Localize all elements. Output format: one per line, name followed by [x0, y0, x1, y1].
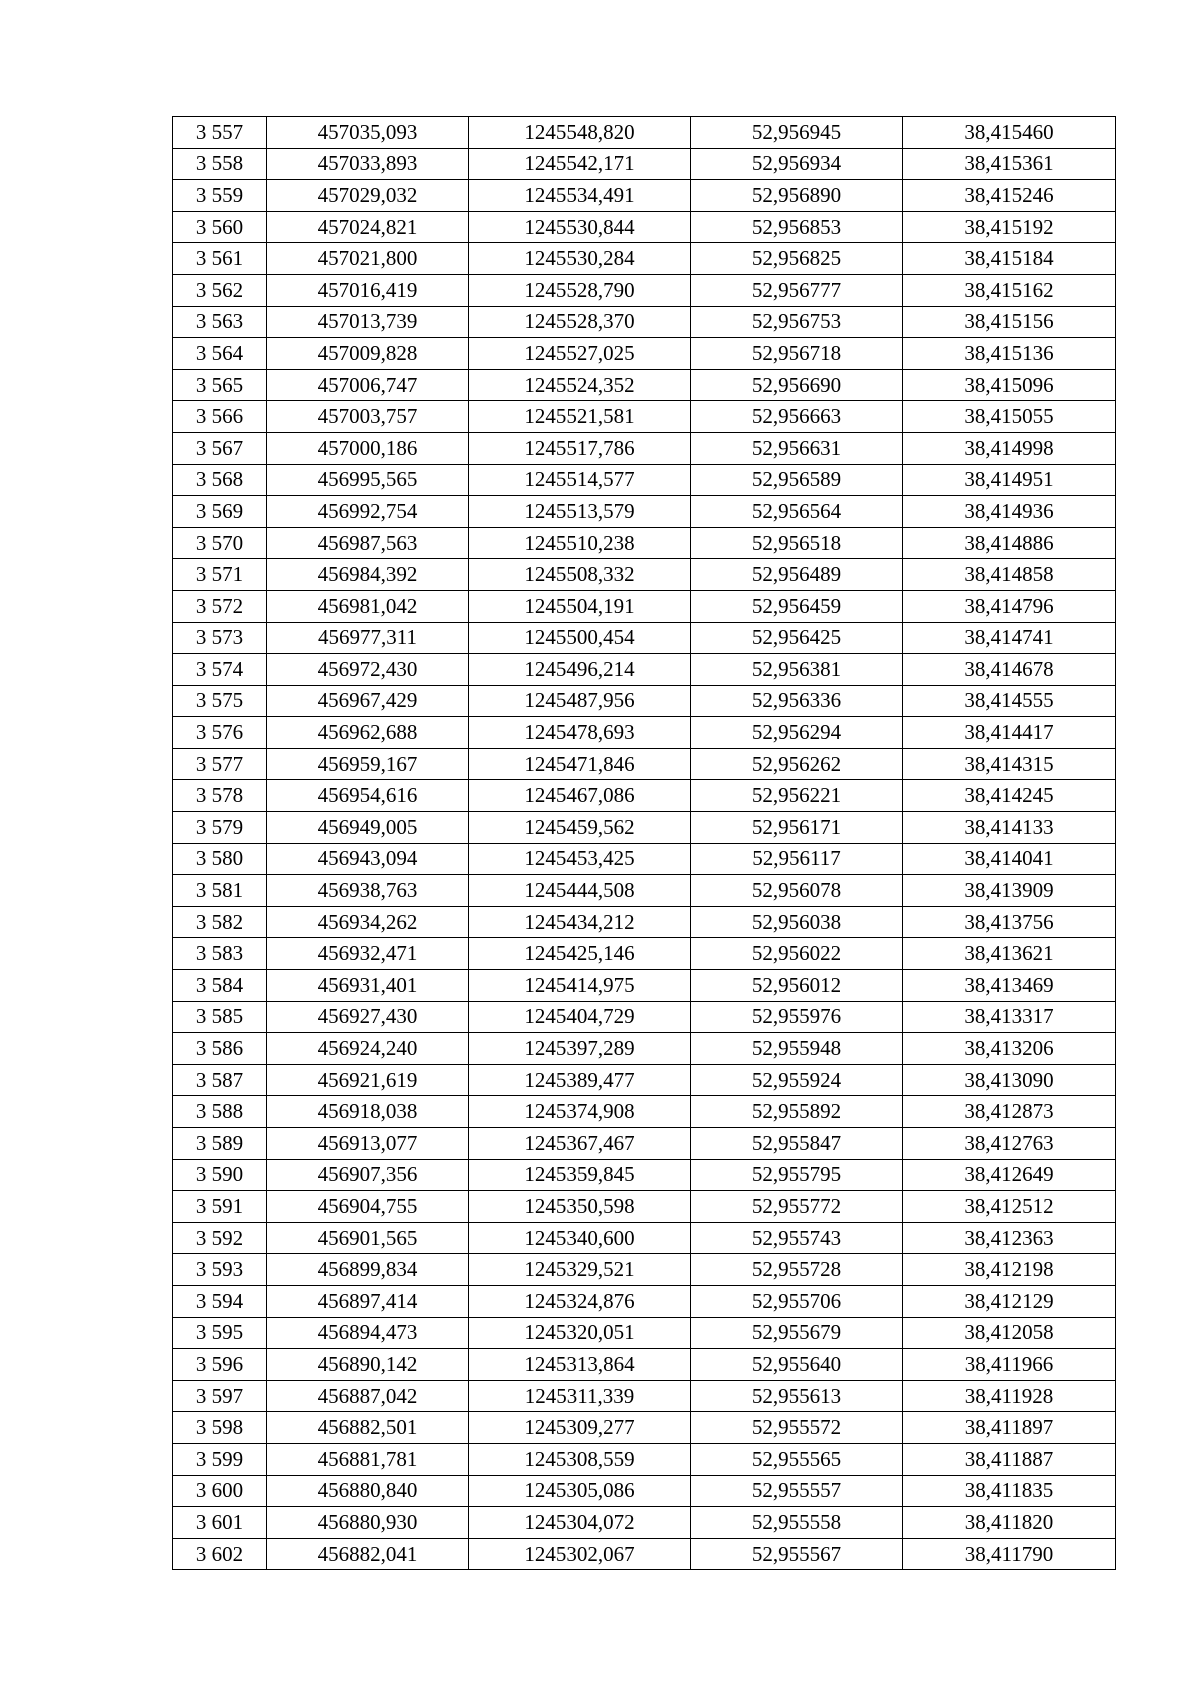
y-coordinate-cell: 1245504,191 — [469, 590, 691, 622]
latitude-cell: 52,956518 — [691, 527, 903, 559]
point-number-cell: 3 584 — [173, 970, 267, 1002]
x-coordinate-cell: 456934,262 — [267, 906, 469, 938]
x-coordinate-cell: 457000,186 — [267, 432, 469, 464]
x-coordinate-cell: 456921,619 — [267, 1064, 469, 1096]
table-row — [173, 559, 1116, 591]
y-coordinate-cell: 1245467,086 — [469, 780, 691, 812]
x-coordinate-cell: 456897,414 — [267, 1285, 469, 1317]
point-number-cell: 3 592 — [173, 1222, 267, 1254]
table-row — [173, 117, 1116, 149]
y-coordinate-cell: 1245471,846 — [469, 748, 691, 780]
table-row — [173, 780, 1116, 812]
table-row — [173, 1159, 1116, 1191]
latitude-cell: 52,956489 — [691, 559, 903, 591]
point-number-cell: 3 599 — [173, 1443, 267, 1475]
point-number-cell: 3 597 — [173, 1380, 267, 1412]
table-row — [173, 685, 1116, 717]
latitude-cell: 52,956890 — [691, 180, 903, 212]
point-number-cell: 3 585 — [173, 1001, 267, 1033]
y-coordinate-cell: 1245514,577 — [469, 464, 691, 496]
latitude-cell: 52,956262 — [691, 748, 903, 780]
x-coordinate-cell: 456977,311 — [267, 622, 469, 654]
latitude-cell: 52,956825 — [691, 243, 903, 275]
longitude-cell: 38,411835 — [903, 1475, 1116, 1507]
latitude-cell: 52,956038 — [691, 906, 903, 938]
x-coordinate-cell: 456981,042 — [267, 590, 469, 622]
x-coordinate-cell: 456882,501 — [267, 1412, 469, 1444]
x-coordinate-cell: 456959,167 — [267, 748, 469, 780]
point-number-cell: 3 572 — [173, 590, 267, 622]
y-coordinate-cell: 1245524,352 — [469, 369, 691, 401]
longitude-cell: 38,414133 — [903, 812, 1116, 844]
x-coordinate-cell: 456887,042 — [267, 1380, 469, 1412]
x-coordinate-cell: 457024,821 — [267, 211, 469, 243]
x-coordinate-cell: 456918,038 — [267, 1096, 469, 1128]
point-number-cell: 3 589 — [173, 1128, 267, 1160]
y-coordinate-cell: 1245459,562 — [469, 812, 691, 844]
longitude-cell: 38,415184 — [903, 243, 1116, 275]
longitude-cell: 38,414041 — [903, 843, 1116, 875]
latitude-cell: 52,955565 — [691, 1443, 903, 1475]
longitude-cell: 38,411887 — [903, 1443, 1116, 1475]
latitude-cell: 52,956078 — [691, 875, 903, 907]
x-coordinate-cell: 456924,240 — [267, 1033, 469, 1065]
y-coordinate-cell: 1245367,467 — [469, 1128, 691, 1160]
latitude-cell: 52,955795 — [691, 1159, 903, 1191]
x-coordinate-cell: 456880,930 — [267, 1507, 469, 1539]
latitude-cell: 52,956117 — [691, 843, 903, 875]
table-row — [173, 243, 1116, 275]
latitude-cell: 52,956221 — [691, 780, 903, 812]
table-row — [173, 1254, 1116, 1286]
latitude-cell: 52,956631 — [691, 432, 903, 464]
table-row — [173, 1128, 1116, 1160]
y-coordinate-cell: 1245521,581 — [469, 401, 691, 433]
longitude-cell: 38,415192 — [903, 211, 1116, 243]
point-number-cell: 3 590 — [173, 1159, 267, 1191]
y-coordinate-cell: 1245397,289 — [469, 1033, 691, 1065]
y-coordinate-cell: 1245530,284 — [469, 243, 691, 275]
y-coordinate-cell: 1245517,786 — [469, 432, 691, 464]
point-number-cell: 3 581 — [173, 875, 267, 907]
table-row — [173, 1538, 1116, 1570]
table-row — [173, 1443, 1116, 1475]
table-row — [173, 622, 1116, 654]
latitude-cell: 52,955557 — [691, 1475, 903, 1507]
x-coordinate-cell: 456894,473 — [267, 1317, 469, 1349]
point-number-cell: 3 587 — [173, 1064, 267, 1096]
longitude-cell: 38,412129 — [903, 1285, 1116, 1317]
longitude-cell: 38,414951 — [903, 464, 1116, 496]
table-row — [173, 1317, 1116, 1349]
table-row — [173, 496, 1116, 528]
table-row — [173, 654, 1116, 686]
longitude-cell: 38,413317 — [903, 1001, 1116, 1033]
point-number-cell: 3 562 — [173, 274, 267, 306]
x-coordinate-cell: 457016,419 — [267, 274, 469, 306]
y-coordinate-cell: 1245425,146 — [469, 938, 691, 970]
table-row — [173, 464, 1116, 496]
table-row — [173, 1349, 1116, 1381]
latitude-cell: 52,956022 — [691, 938, 903, 970]
latitude-cell: 52,956171 — [691, 812, 903, 844]
point-number-cell: 3 601 — [173, 1507, 267, 1539]
latitude-cell: 52,955976 — [691, 1001, 903, 1033]
coordinates-table-body — [173, 117, 1116, 1570]
point-number-cell: 3 577 — [173, 748, 267, 780]
latitude-cell: 52,956718 — [691, 338, 903, 370]
latitude-cell: 52,955772 — [691, 1191, 903, 1223]
longitude-cell: 38,415055 — [903, 401, 1116, 433]
table-row — [173, 432, 1116, 464]
latitude-cell: 52,956777 — [691, 274, 903, 306]
point-number-cell: 3 583 — [173, 938, 267, 970]
y-coordinate-cell: 1245527,025 — [469, 338, 691, 370]
y-coordinate-cell: 1245414,975 — [469, 970, 691, 1002]
longitude-cell: 38,412058 — [903, 1317, 1116, 1349]
longitude-cell: 38,413090 — [903, 1064, 1116, 1096]
x-coordinate-cell: 456992,754 — [267, 496, 469, 528]
longitude-cell: 38,415136 — [903, 338, 1116, 370]
point-number-cell: 3 588 — [173, 1096, 267, 1128]
table-row — [173, 369, 1116, 401]
table-row — [173, 274, 1116, 306]
longitude-cell: 38,414886 — [903, 527, 1116, 559]
y-coordinate-cell: 1245528,790 — [469, 274, 691, 306]
y-coordinate-cell: 1245359,845 — [469, 1159, 691, 1191]
x-coordinate-cell: 456962,688 — [267, 717, 469, 749]
table-row — [173, 1507, 1116, 1539]
x-coordinate-cell: 456931,401 — [267, 970, 469, 1002]
x-coordinate-cell: 456943,094 — [267, 843, 469, 875]
y-coordinate-cell: 1245548,820 — [469, 117, 691, 149]
table-row — [173, 875, 1116, 907]
table-row — [173, 1222, 1116, 1254]
y-coordinate-cell: 1245304,072 — [469, 1507, 691, 1539]
table-row — [173, 148, 1116, 180]
x-coordinate-cell: 456904,755 — [267, 1191, 469, 1223]
table-row — [173, 180, 1116, 212]
point-number-cell: 3 559 — [173, 180, 267, 212]
longitude-cell: 38,414796 — [903, 590, 1116, 622]
point-number-cell: 3 575 — [173, 685, 267, 717]
y-coordinate-cell: 1245528,370 — [469, 306, 691, 338]
y-coordinate-cell: 1245302,067 — [469, 1538, 691, 1570]
point-number-cell: 3 600 — [173, 1475, 267, 1507]
longitude-cell: 38,412512 — [903, 1191, 1116, 1223]
table-row — [173, 1001, 1116, 1033]
latitude-cell: 52,955572 — [691, 1412, 903, 1444]
x-coordinate-cell: 457009,828 — [267, 338, 469, 370]
table-row — [173, 748, 1116, 780]
latitude-cell: 52,956294 — [691, 717, 903, 749]
longitude-cell: 38,411928 — [903, 1380, 1116, 1412]
longitude-cell: 38,413621 — [903, 938, 1116, 970]
longitude-cell: 38,412873 — [903, 1096, 1116, 1128]
x-coordinate-cell: 456913,077 — [267, 1128, 469, 1160]
y-coordinate-cell: 1245510,238 — [469, 527, 691, 559]
longitude-cell: 38,412763 — [903, 1128, 1116, 1160]
table-row — [173, 527, 1116, 559]
y-coordinate-cell: 1245374,908 — [469, 1096, 691, 1128]
point-number-cell: 3 574 — [173, 654, 267, 686]
table-row — [173, 938, 1116, 970]
point-number-cell: 3 573 — [173, 622, 267, 654]
point-number-cell: 3 580 — [173, 843, 267, 875]
coordinates-table — [172, 116, 1116, 1570]
longitude-cell: 38,411897 — [903, 1412, 1116, 1444]
x-coordinate-cell: 457033,893 — [267, 148, 469, 180]
x-coordinate-cell: 456995,565 — [267, 464, 469, 496]
x-coordinate-cell: 456899,834 — [267, 1254, 469, 1286]
y-coordinate-cell: 1245324,876 — [469, 1285, 691, 1317]
latitude-cell: 52,956425 — [691, 622, 903, 654]
y-coordinate-cell: 1245389,477 — [469, 1064, 691, 1096]
y-coordinate-cell: 1245308,559 — [469, 1443, 691, 1475]
table-row — [173, 338, 1116, 370]
latitude-cell: 52,956459 — [691, 590, 903, 622]
x-coordinate-cell: 456938,763 — [267, 875, 469, 907]
y-coordinate-cell: 1245500,454 — [469, 622, 691, 654]
point-number-cell: 3 593 — [173, 1254, 267, 1286]
longitude-cell: 38,412363 — [903, 1222, 1116, 1254]
y-coordinate-cell: 1245530,844 — [469, 211, 691, 243]
latitude-cell: 52,955567 — [691, 1538, 903, 1570]
point-number-cell: 3 569 — [173, 496, 267, 528]
y-coordinate-cell: 1245508,332 — [469, 559, 691, 591]
table-row — [173, 1191, 1116, 1223]
y-coordinate-cell: 1245453,425 — [469, 843, 691, 875]
table-row — [173, 211, 1116, 243]
latitude-cell: 52,955924 — [691, 1064, 903, 1096]
point-number-cell: 3 568 — [173, 464, 267, 496]
point-number-cell: 3 582 — [173, 906, 267, 938]
longitude-cell: 38,414417 — [903, 717, 1116, 749]
longitude-cell: 38,413756 — [903, 906, 1116, 938]
latitude-cell: 52,955728 — [691, 1254, 903, 1286]
x-coordinate-cell: 456984,392 — [267, 559, 469, 591]
longitude-cell: 38,415460 — [903, 117, 1116, 149]
point-number-cell: 3 561 — [173, 243, 267, 275]
y-coordinate-cell: 1245478,693 — [469, 717, 691, 749]
point-number-cell: 3 571 — [173, 559, 267, 591]
point-number-cell: 3 560 — [173, 211, 267, 243]
latitude-cell: 52,956945 — [691, 117, 903, 149]
latitude-cell: 52,956690 — [691, 369, 903, 401]
point-number-cell: 3 596 — [173, 1349, 267, 1381]
x-coordinate-cell: 457013,739 — [267, 306, 469, 338]
latitude-cell: 52,956381 — [691, 654, 903, 686]
y-coordinate-cell: 1245329,521 — [469, 1254, 691, 1286]
y-coordinate-cell: 1245320,051 — [469, 1317, 691, 1349]
latitude-cell: 52,956589 — [691, 464, 903, 496]
latitude-cell: 52,956564 — [691, 496, 903, 528]
latitude-cell: 52,955706 — [691, 1285, 903, 1317]
x-coordinate-cell: 456954,616 — [267, 780, 469, 812]
point-number-cell: 3 565 — [173, 369, 267, 401]
longitude-cell: 38,414555 — [903, 685, 1116, 717]
x-coordinate-cell: 456949,005 — [267, 812, 469, 844]
longitude-cell: 38,415156 — [903, 306, 1116, 338]
x-coordinate-cell: 456987,563 — [267, 527, 469, 559]
point-number-cell: 3 563 — [173, 306, 267, 338]
table-row — [173, 812, 1116, 844]
table-row — [173, 1096, 1116, 1128]
y-coordinate-cell: 1245350,598 — [469, 1191, 691, 1223]
point-number-cell: 3 576 — [173, 717, 267, 749]
longitude-cell: 38,411820 — [903, 1507, 1116, 1539]
latitude-cell: 52,955679 — [691, 1317, 903, 1349]
x-coordinate-cell: 456882,041 — [267, 1538, 469, 1570]
latitude-cell: 52,955847 — [691, 1128, 903, 1160]
x-coordinate-cell: 456901,565 — [267, 1222, 469, 1254]
table-row — [173, 1380, 1116, 1412]
table-row — [173, 843, 1116, 875]
longitude-cell: 38,413469 — [903, 970, 1116, 1002]
y-coordinate-cell: 1245311,339 — [469, 1380, 691, 1412]
point-number-cell: 3 594 — [173, 1285, 267, 1317]
y-coordinate-cell: 1245513,579 — [469, 496, 691, 528]
longitude-cell: 38,412649 — [903, 1159, 1116, 1191]
y-coordinate-cell: 1245340,600 — [469, 1222, 691, 1254]
table-row — [173, 306, 1116, 338]
latitude-cell: 52,955640 — [691, 1349, 903, 1381]
y-coordinate-cell: 1245313,864 — [469, 1349, 691, 1381]
longitude-cell: 38,414315 — [903, 748, 1116, 780]
longitude-cell: 38,415361 — [903, 148, 1116, 180]
point-number-cell: 3 595 — [173, 1317, 267, 1349]
longitude-cell: 38,412198 — [903, 1254, 1116, 1286]
longitude-cell: 38,415162 — [903, 274, 1116, 306]
point-number-cell: 3 564 — [173, 338, 267, 370]
y-coordinate-cell: 1245305,086 — [469, 1475, 691, 1507]
longitude-cell: 38,414245 — [903, 780, 1116, 812]
x-coordinate-cell: 456932,471 — [267, 938, 469, 970]
longitude-cell: 38,411790 — [903, 1538, 1116, 1570]
latitude-cell: 52,955558 — [691, 1507, 903, 1539]
longitude-cell: 38,414678 — [903, 654, 1116, 686]
point-number-cell: 3 586 — [173, 1033, 267, 1065]
x-coordinate-cell: 457029,032 — [267, 180, 469, 212]
y-coordinate-cell: 1245434,212 — [469, 906, 691, 938]
y-coordinate-cell: 1245404,729 — [469, 1001, 691, 1033]
latitude-cell: 52,956012 — [691, 970, 903, 1002]
longitude-cell: 38,413206 — [903, 1033, 1116, 1065]
point-number-cell: 3 578 — [173, 780, 267, 812]
table-row — [173, 717, 1116, 749]
latitude-cell: 52,955948 — [691, 1033, 903, 1065]
y-coordinate-cell: 1245309,277 — [469, 1412, 691, 1444]
x-coordinate-cell: 457006,747 — [267, 369, 469, 401]
point-number-cell: 3 557 — [173, 117, 267, 149]
latitude-cell: 52,955613 — [691, 1380, 903, 1412]
x-coordinate-cell: 457035,093 — [267, 117, 469, 149]
longitude-cell: 38,414998 — [903, 432, 1116, 464]
latitude-cell: 52,956934 — [691, 148, 903, 180]
point-number-cell: 3 579 — [173, 812, 267, 844]
point-number-cell: 3 558 — [173, 148, 267, 180]
x-coordinate-cell: 456927,430 — [267, 1001, 469, 1033]
table-row — [173, 970, 1116, 1002]
point-number-cell: 3 591 — [173, 1191, 267, 1223]
longitude-cell: 38,415096 — [903, 369, 1116, 401]
x-coordinate-cell: 456881,781 — [267, 1443, 469, 1475]
table-row — [173, 590, 1116, 622]
table-row — [173, 1033, 1116, 1065]
latitude-cell: 52,956336 — [691, 685, 903, 717]
latitude-cell: 52,955892 — [691, 1096, 903, 1128]
latitude-cell: 52,956663 — [691, 401, 903, 433]
latitude-cell: 52,955743 — [691, 1222, 903, 1254]
point-number-cell: 3 566 — [173, 401, 267, 433]
point-number-cell: 3 598 — [173, 1412, 267, 1444]
table-row — [173, 1285, 1116, 1317]
point-number-cell: 3 570 — [173, 527, 267, 559]
longitude-cell: 38,413909 — [903, 875, 1116, 907]
point-number-cell: 3 602 — [173, 1538, 267, 1570]
x-coordinate-cell: 456967,429 — [267, 685, 469, 717]
y-coordinate-cell: 1245487,956 — [469, 685, 691, 717]
x-coordinate-cell: 456890,142 — [267, 1349, 469, 1381]
longitude-cell: 38,411966 — [903, 1349, 1116, 1381]
table-row — [173, 1412, 1116, 1444]
longitude-cell: 38,415246 — [903, 180, 1116, 212]
y-coordinate-cell: 1245542,171 — [469, 148, 691, 180]
longitude-cell: 38,414936 — [903, 496, 1116, 528]
y-coordinate-cell: 1245496,214 — [469, 654, 691, 686]
table-row — [173, 906, 1116, 938]
table-row — [173, 1475, 1116, 1507]
y-coordinate-cell: 1245534,491 — [469, 180, 691, 212]
table-row — [173, 401, 1116, 433]
longitude-cell: 38,414858 — [903, 559, 1116, 591]
y-coordinate-cell: 1245444,508 — [469, 875, 691, 907]
x-coordinate-cell: 456907,356 — [267, 1159, 469, 1191]
latitude-cell: 52,956753 — [691, 306, 903, 338]
x-coordinate-cell: 457003,757 — [267, 401, 469, 433]
longitude-cell: 38,414741 — [903, 622, 1116, 654]
x-coordinate-cell: 456880,840 — [267, 1475, 469, 1507]
x-coordinate-cell: 456972,430 — [267, 654, 469, 686]
latitude-cell: 52,956853 — [691, 211, 903, 243]
x-coordinate-cell: 457021,800 — [267, 243, 469, 275]
table-row — [173, 1064, 1116, 1096]
point-number-cell: 3 567 — [173, 432, 267, 464]
